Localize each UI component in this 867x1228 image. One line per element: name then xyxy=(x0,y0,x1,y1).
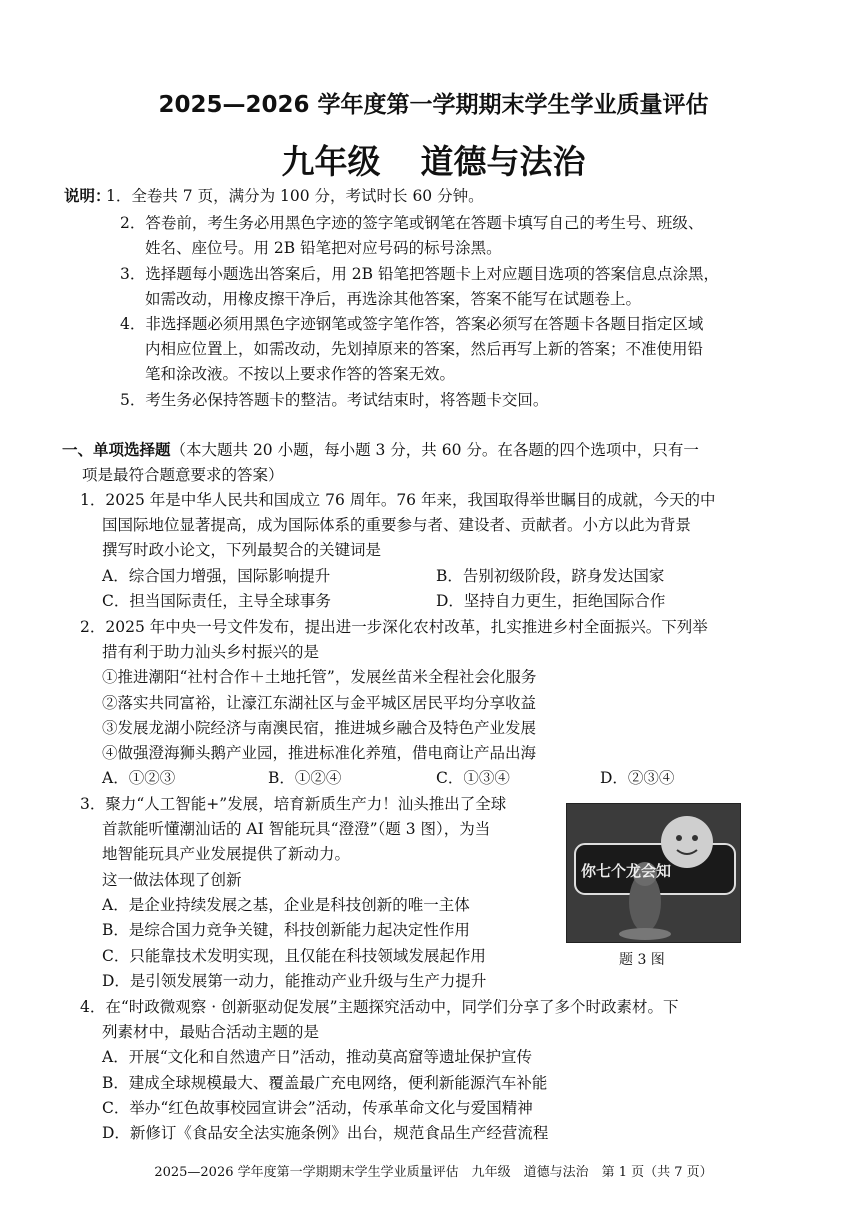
question-line: 2．2025 年中央一号文件发布，提出进一步深化农村改革，扎实推进乡村全面振兴。下列举 xyxy=(80,618,708,636)
statement-item: ④做强澄海狮头鹅产业园，推进标准化养殖，借电商让产品出海 xyxy=(102,744,537,762)
grade-label: 九年级 xyxy=(281,142,381,181)
exam-title: 2025—2026 学年度第一学期期末学生学业质量评估 xyxy=(158,92,709,118)
option-a: A．①②③ xyxy=(102,769,176,787)
question-line: 3．聚力“人工智能+”发展，培育新质生产力！汕头推出了全球 xyxy=(80,795,507,813)
question-line: 列素材中，最贴合活动主题的是 xyxy=(102,1023,320,1041)
option-a: A．是企业持续发展之基，企业是科技创新的唯一主体 xyxy=(102,896,470,914)
option-b: B．告别初级阶段，跻身发达国家 xyxy=(436,567,665,585)
page-footer: 2025—2026 学年度第一学期期末学生学业质量评估 九年级 道德与法治 第 1 页（共 7 页） xyxy=(154,1165,713,1180)
option-d: D．是引领发展第一动力，能推动产业升级与生产力提升 xyxy=(102,972,487,990)
section-desc: （本大题共 20 小题，每小题 3 分，共 60 分。在各题的四个选项中，只有一 xyxy=(170,441,699,459)
question-line: 这一做法体现了创新 xyxy=(102,871,242,889)
section-title: 一、单项选择题 xyxy=(62,440,171,459)
section-heading xyxy=(62,440,699,460)
instruction-line: 4．非选择题必须用黑色字迹钢笔或签字笔作答，答案必须写在答题卡各题目指定区域 xyxy=(120,315,704,333)
option-b: B．建成全球规模最大、覆盖最广充电网络，便利新能源汽车补能 xyxy=(102,1074,548,1092)
instruction-line: 5．考生务必保持答题卡的整洁。考试结束时，将答题卡交回。 xyxy=(120,391,549,409)
subject-label: 道德与法治 xyxy=(420,142,586,181)
option-d: D．新修订《食品安全法实施条例》出台，规范食品生产经营流程 xyxy=(102,1124,549,1142)
statement-item: ①推进潮阳“社村合作＋土地托管”，发展丝苗米全程社会化服务 xyxy=(102,668,537,686)
option-a: A．开展“文化和自然遗产日”活动，推动莫高窟等遗址保护宣传 xyxy=(102,1048,533,1066)
question-line: 1．2025 年是中华人民共和国成立 76 周年。76 年来，我国取得举世瞩目的成就，今天的中 xyxy=(80,491,716,509)
question-line: 撰写时政小论文，下列最契合的关键词是 xyxy=(102,541,382,559)
instruction-line: 如需改动，用橡皮擦干净后，再选涂其他答案，答案不能写在试题卷上。 xyxy=(145,290,642,308)
option-b: B．是综合国力竞争关键，科技创新能力起决定性作用 xyxy=(102,921,470,939)
option-c: C．只能靠技术发明实现，且仅能在科技领域发展起作用 xyxy=(102,947,486,965)
question-line: 国国际地位显著提高，成为国际体系的重要参与者、建设者、贡献者。小方以此为背景 xyxy=(102,516,692,534)
question-line: 措有利于助力汕头乡村振兴的是 xyxy=(102,643,320,661)
statement-item: ③发展龙湖小院经济与南澳民宿，推进城乡融合及特色产业发展 xyxy=(102,719,537,737)
instruction-line: 1．全卷共 7 页，满分为 100 分，考试时长 60 分钟。 xyxy=(106,187,484,205)
option-a: A．综合国力增强，国际影响提升 xyxy=(102,567,331,585)
option-c: C．担当国际责任，主导全球事务 xyxy=(102,592,331,610)
question-line: 首款能听懂潮汕话的 AI 智能玩具“澄澄”（题 3 图），为当 xyxy=(102,820,491,838)
option-d: D．坚持自力更生，拒绝国际合作 xyxy=(436,592,666,610)
option-b: B．①②④ xyxy=(268,769,342,787)
option-d: D．②③④ xyxy=(600,769,675,787)
option-c: C．①③④ xyxy=(436,769,510,787)
statement-item: ②落实共同富裕，让濠江东湖社区与金平城区居民平均分享收益 xyxy=(102,694,537,712)
figure-text: 你七个龙会知 xyxy=(581,862,672,880)
section-desc-line2: 项是最符合题意要求的答案） xyxy=(82,466,284,484)
subject-heading xyxy=(0,136,867,183)
instruction-line: 3．选择题每小题选出答案后，用 2B 铅笔把答题卡上对应题目选项的答案信息点涂黑， xyxy=(120,265,719,283)
figure-3-photo xyxy=(566,803,741,943)
instruction-line: 笔和涂改液。不按以上要求作答的答案无效。 xyxy=(145,365,456,383)
instruction-line: 内相应位置上，如需改动，先划掉原来的答案，然后再写上新的答案；不准使用铅 xyxy=(145,340,704,358)
option-c: C．举办“红色故事校园宣讲会”活动，传承革命文化与爱国精神 xyxy=(102,1099,533,1117)
question-line: 4．在“时政微观察 · 创新驱动促发展”主题探究活动中，同学们分享了多个时政素材。下 xyxy=(80,998,679,1016)
figure-caption: 题 3 图 xyxy=(619,952,665,968)
instruction-line: 姓名、座位号。用 2B 铅笔把对应号码的标号涂黑。 xyxy=(145,239,502,257)
instruction-line: 2．答卷前，考生务必用黑色字迹的签字笔或钢笔在答题卡填写自己的考生号、班级、 xyxy=(120,214,704,232)
toy-photo-illustration xyxy=(567,804,740,942)
question-line: 地智能玩具产业发展提供了新动力。 xyxy=(102,845,351,863)
instructions-label: 说明： xyxy=(64,186,111,205)
